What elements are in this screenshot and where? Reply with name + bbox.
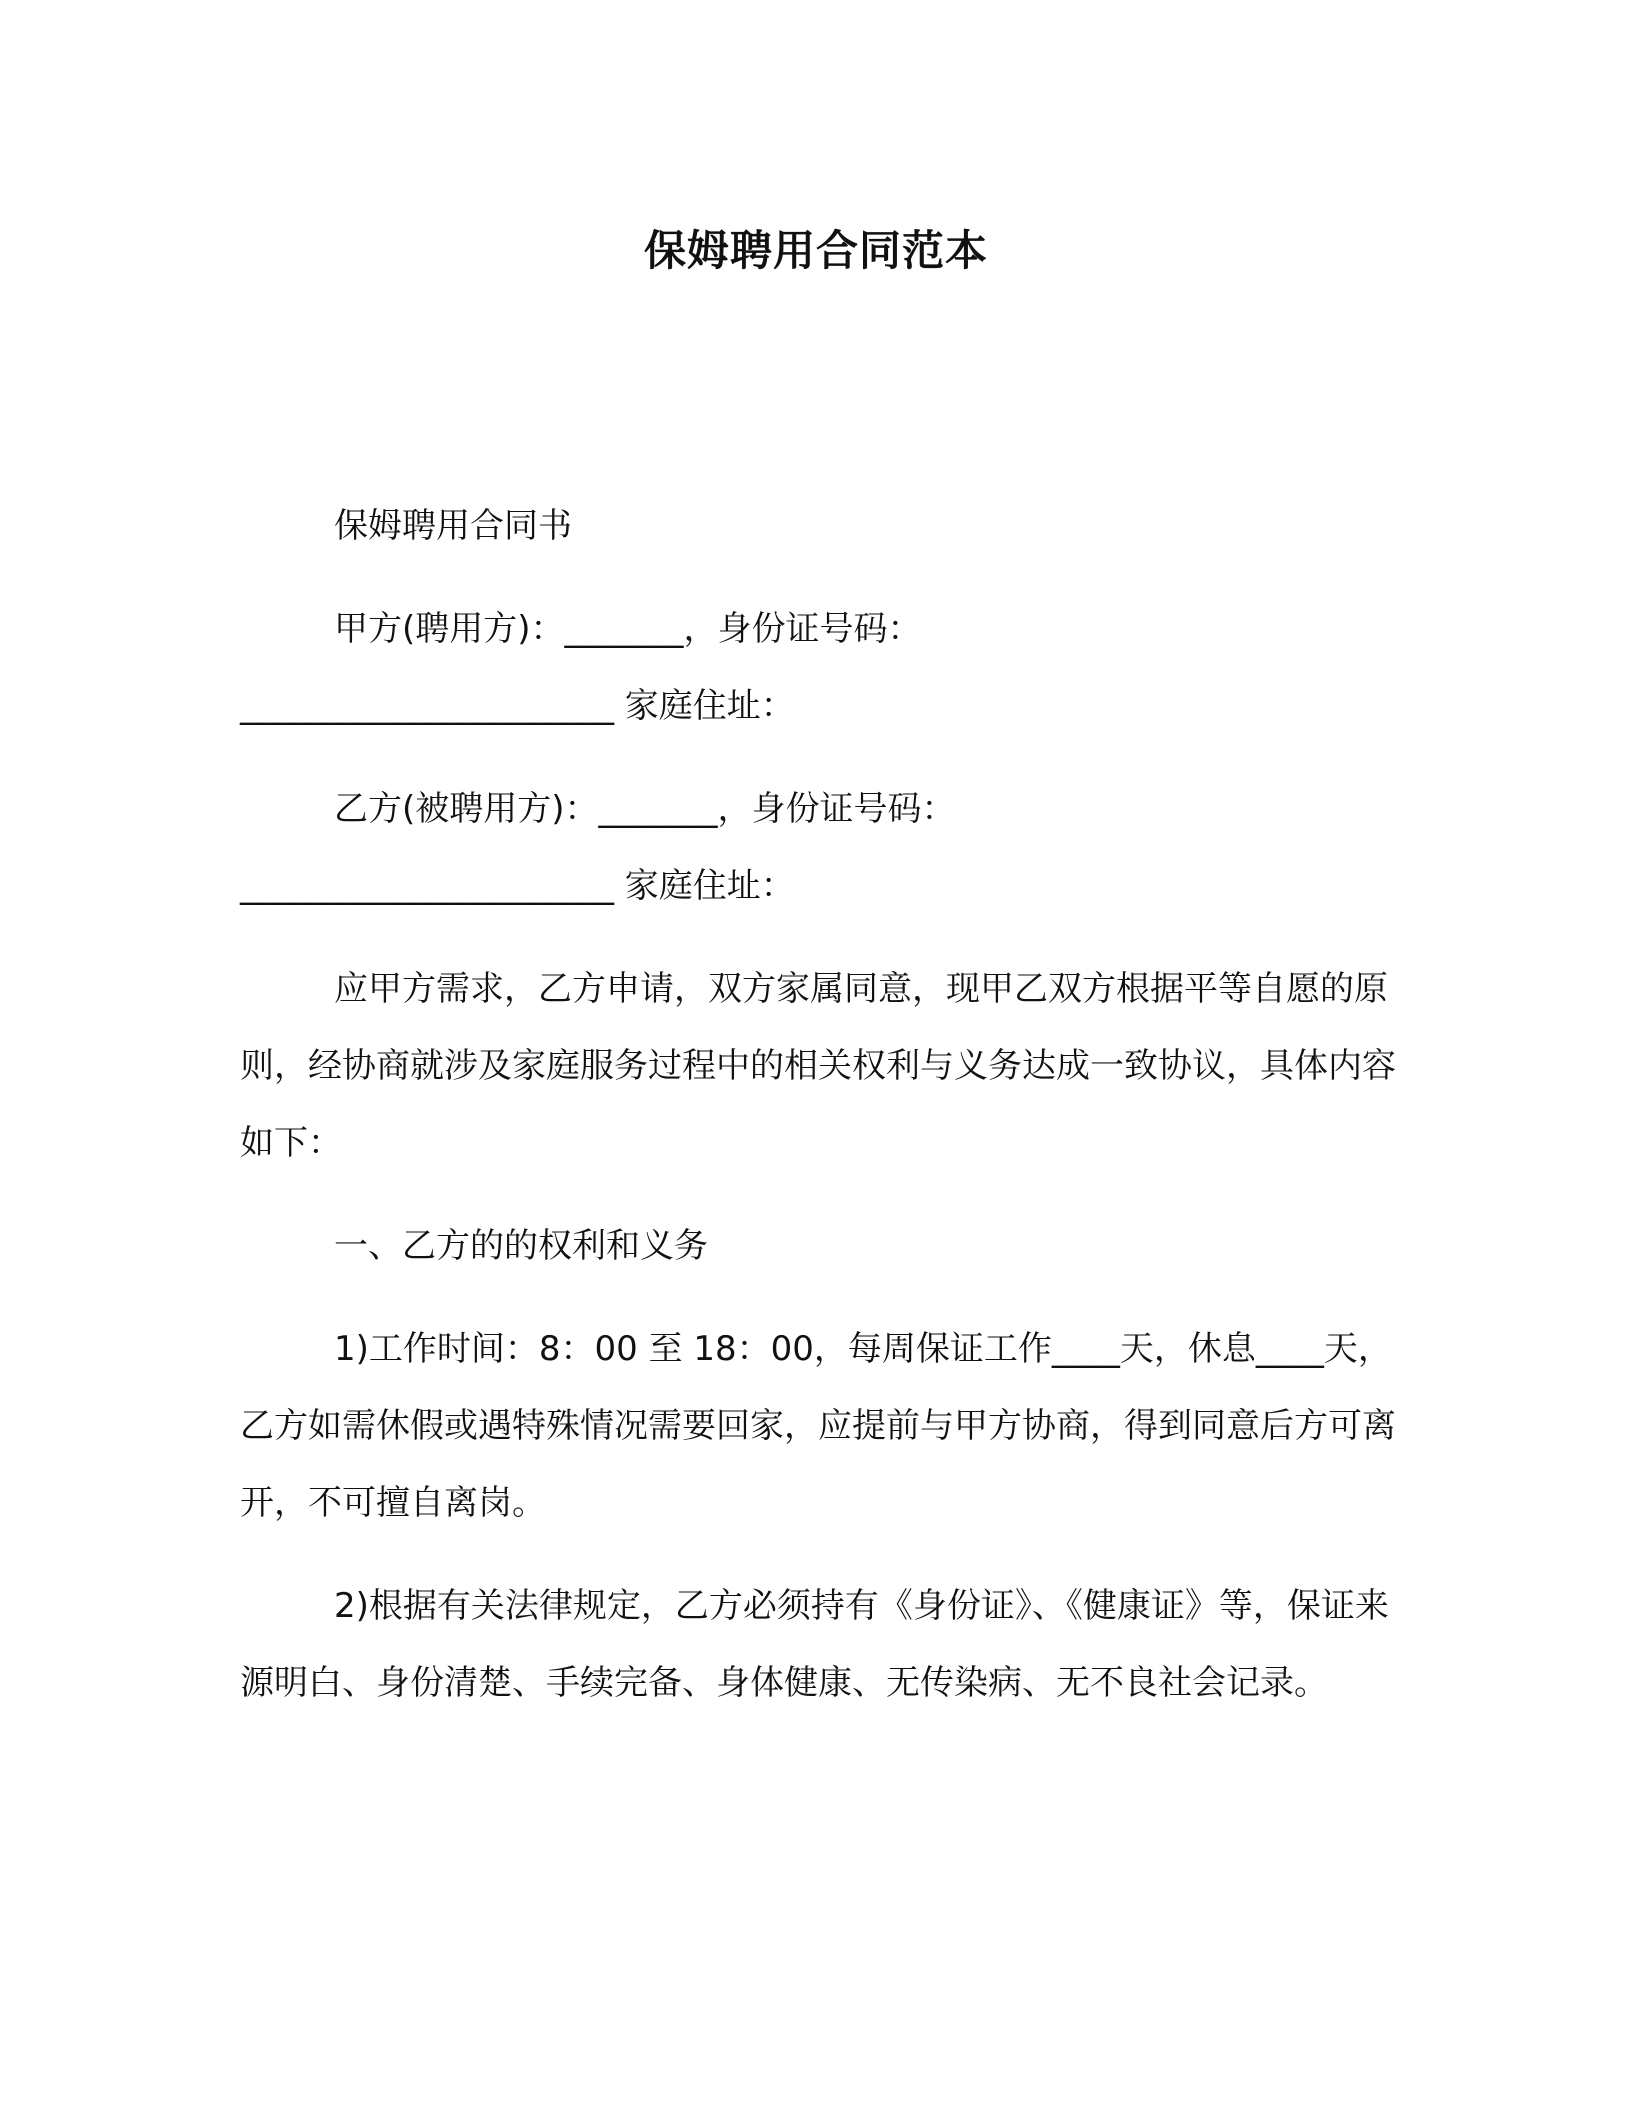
- section-1-heading: 一、乙方的的权利和义务: [334, 1226, 708, 1266]
- party-a-block: [240, 591, 1408, 745]
- clause-2-paragraph: 2)根据有关法律规定，乙方必须持有《身份证》、《健康证》等，保证来源明白、身份清楚、手续完备、身体健康、无传染病、无不良社会记录。: [240, 1586, 1389, 1703]
- party-b-line1: 乙方(被聘用方)：_______，身份证号码：: [334, 789, 956, 829]
- party-b-line2: ______________________ 家庭住址：: [240, 866, 795, 906]
- document-title: 保姆聘用合同范本: [643, 226, 988, 275]
- document-body: [240, 488, 1408, 1722]
- party-a-line2: ______________________ 家庭住址：: [240, 686, 795, 726]
- party-b-block: [240, 771, 1408, 925]
- contract-subtitle: 保姆聘用合同书: [334, 506, 572, 546]
- clause-1-paragraph: 1)工作时间：8：00 至 18：00，每周保证工作____天，休息____天，乙方如需休假或遇特殊情况需要回家，应提前与甲方协商，得到同意后方可离开，不可擅自离岗。: [240, 1329, 1396, 1523]
- preamble-paragraph: 应甲方需求，乙方申请，双方家属同意，现甲乙双方根据平等自愿的原则，经协商就涉及家庭服务过程中的相关权利与义务达成一致协议，具体内容如下：: [240, 969, 1396, 1163]
- party-a-line1: 甲方(聘用方)：_______，身份证号码：: [334, 609, 922, 649]
